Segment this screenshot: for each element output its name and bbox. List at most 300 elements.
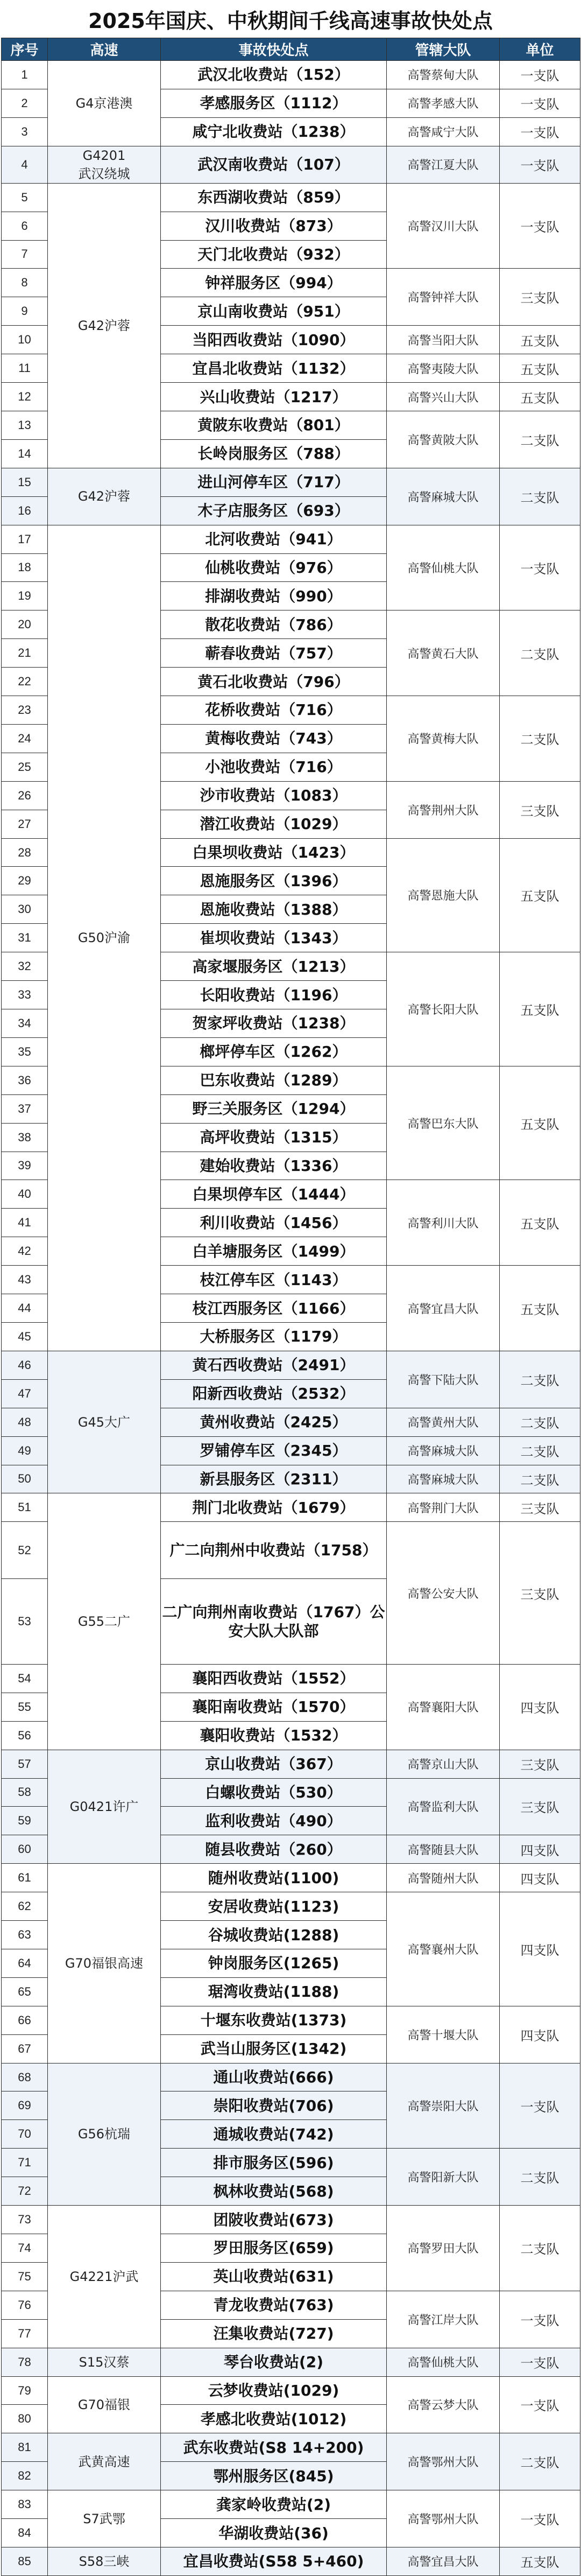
table-row [2,1750,580,1778]
cell-accident-point: 蕲春收费站（757） [161,639,387,668]
cell-seq: 72 [2,2177,48,2206]
cell-brigade: 高警黄陂大队 [387,411,500,468]
cell-seq: 51 [2,1493,48,1522]
cell-seq: 48 [2,1408,48,1436]
cell-brigade: 高警监利大队 [387,1778,500,1835]
cell-unit: 五支队 [500,838,580,952]
cell-brigade: 高警鄂州大队 [387,2433,500,2490]
cell-brigade: 高警当阳大队 [387,326,500,354]
cell-unit: 一支队 [500,2376,580,2433]
cell-accident-point: 崇阳收费站(706) [161,2091,387,2120]
cell-seq: 10 [2,326,48,354]
cell-seq: 12 [2,383,48,411]
cell-accident-point: 兴山收费站（1217） [161,383,387,411]
cell-accident-point: 罗铺停车区（2345） [161,1436,387,1465]
cell-highway [48,146,161,183]
highway-label: 武黄高速 [78,2454,130,2469]
cell-accident-point: 枫林收费站(568) [161,2177,387,2206]
cell-unit: 四支队 [500,1892,580,2006]
cell-brigade: 高警仙桃大队 [387,525,500,610]
header-seq: 序号 [2,38,48,61]
table-row [2,1493,580,1522]
cell-seq: 56 [2,1721,48,1750]
cell-seq: 66 [2,2006,48,2034]
cell-unit: 三支队 [500,1750,580,1778]
table-row [2,2063,580,2091]
cell-accident-point: 宜昌北收费站（1132） [161,354,387,383]
cell-accident-point: 二广向荆州南收费站（1767）公安大队大队部 [161,1579,387,1665]
cell-unit: 一支队 [500,2063,580,2149]
cell-unit: 二支队 [500,411,580,468]
cell-seq: 61 [2,1864,48,1892]
cell-seq: 70 [2,2120,48,2149]
cell-unit: 三支队 [500,1522,580,1665]
cell-accident-point: 钟祥服务区（994） [161,269,387,297]
cell-seq: 47 [2,1379,48,1408]
cell-accident-point: 白羊塘服务区（1499） [161,1237,387,1266]
cell-seq: 7 [2,240,48,269]
cell-accident-point: 天门北收费站（932） [161,240,387,269]
table-row [2,468,580,496]
cell-accident-point: 宜昌收费站(S58 5+460) [161,2547,387,2575]
cell-seq: 23 [2,696,48,725]
highway-label: G56杭瑞 [77,2126,131,2142]
cell-brigade: 高警襄州大队 [387,1892,500,2006]
cell-seq: 19 [2,582,48,610]
cell-accident-point: 黄石北收费站（796） [161,668,387,696]
cell-accident-point: 监利收费站（490） [161,1807,387,1835]
cell-accident-point: 花桥收费站（716） [161,696,387,725]
cell-unit: 三支队 [500,1493,580,1522]
cell-seq: 50 [2,1465,48,1493]
cell-unit: 一支队 [500,146,580,183]
table-row [2,2433,580,2462]
cell-unit: 四支队 [500,1835,580,1864]
cell-seq: 29 [2,867,48,895]
cell-accident-point: 进山河停车区（717） [161,468,387,496]
cell-accident-point: 京山南收费站（951） [161,297,387,326]
cell-seq: 68 [2,2063,48,2091]
cell-highway [48,2348,161,2376]
cell-seq: 58 [2,1778,48,1807]
cell-accident-point: 钟岗服务区(1265) [161,1949,387,1977]
cell-brigade: 高警孝感大队 [387,89,500,117]
cell-accident-point: 孝感北收费站(1012) [161,2405,387,2433]
cell-brigade: 高警黄州大队 [387,1408,500,1436]
highway-label: G4221沪武 [69,2269,139,2284]
cell-brigade: 高警咸宁大队 [387,117,500,146]
cell-highway [48,2490,161,2547]
cell-unit: 三支队 [500,269,580,326]
table-row [2,2376,580,2405]
table-row [2,2348,580,2376]
cell-accident-point: 荆门北收费站（1679） [161,1493,387,1522]
cell-accident-point: 鄂州服务区(845) [161,2462,387,2490]
cell-seq: 14 [2,439,48,468]
cell-seq: 78 [2,2348,48,2376]
cell-unit: 一支队 [500,61,580,89]
cell-seq: 49 [2,1436,48,1465]
cell-accident-point: 野三关服务区（1294） [161,1094,387,1123]
cell-seq: 17 [2,525,48,553]
cell-accident-point: 榔坪停车区（1262） [161,1037,387,1066]
cell-highway [48,2433,161,2490]
cell-seq: 16 [2,496,48,525]
cell-accident-point: 黄梅收费站（743） [161,724,387,753]
cell-accident-point: 琴台收费站(2) [161,2348,387,2376]
cell-unit: 三支队 [500,1778,580,1835]
cell-seq: 82 [2,2462,48,2490]
cell-seq: 30 [2,895,48,924]
cell-highway [48,525,161,1351]
cell-accident-point: 汉川收费站（873） [161,212,387,240]
cell-accident-point: 黄陂东收费站（801） [161,411,387,439]
cell-seq: 42 [2,1237,48,1266]
table-row [2,61,580,89]
cell-accident-point: 排市服务区(596) [161,2149,387,2177]
cell-accident-point: 团陂收费站(673) [161,2206,387,2234]
cell-accident-point: 高家堰服务区（1213） [161,952,387,981]
cell-seq: 85 [2,2547,48,2575]
cell-accident-point: 咸宁北收费站（1238） [161,117,387,146]
cell-seq: 63 [2,1921,48,1949]
cell-accident-point: 排湖收费站（990） [161,582,387,610]
cell-unit: 一支队 [500,183,580,269]
cell-accident-point: 英山收费站(631) [161,2262,387,2291]
cell-accident-point: 东西湖收费站（859） [161,183,387,212]
cell-seq: 15 [2,468,48,496]
cell-unit: 四支队 [500,1864,580,1892]
cell-accident-point: 利川收费站（1456） [161,1209,387,1237]
cell-accident-point: 白螺收费站（530） [161,1778,387,1807]
cell-seq: 43 [2,1266,48,1294]
cell-brigade: 高警随州大队 [387,1864,500,1892]
cell-accident-point: 汪集收费站(727) [161,2319,387,2348]
cell-unit: 五支队 [500,1180,580,1266]
cell-highway [48,2063,161,2206]
cell-accident-point: 孝感服务区（1112） [161,89,387,117]
cell-seq: 80 [2,2405,48,2433]
cell-seq: 13 [2,411,48,439]
highway-label: S15汉蔡 [79,2354,130,2370]
cell-accident-point: 襄阳西收费站（1552） [161,1664,387,1693]
cell-brigade: 高警长阳大队 [387,952,500,1066]
cell-seq: 35 [2,1037,48,1066]
cell-unit: 二支队 [500,1465,580,1493]
cell-accident-point: 罗田服务区(659) [161,2234,387,2263]
cell-seq: 3 [2,117,48,146]
cell-accident-point: 十堰东收费站(1373) [161,2006,387,2034]
cell-unit: 五支队 [500,326,580,354]
highway-label: 武汉绕城 [78,166,130,181]
cell-seq: 71 [2,2149,48,2177]
table-row [2,146,580,183]
cell-seq: 37 [2,1094,48,1123]
cell-unit: 一支队 [500,117,580,146]
cell-unit: 五支队 [500,383,580,411]
cell-seq: 52 [2,1522,48,1579]
cell-seq: 74 [2,2234,48,2263]
cell-seq: 44 [2,1294,48,1323]
cell-accident-point: 黄石西收费站（2491） [161,1351,387,1379]
highway-label: G4201 [82,148,126,163]
cell-seq: 31 [2,924,48,952]
cell-unit: 四支队 [500,2006,580,2063]
cell-brigade: 高警罗田大队 [387,2206,500,2291]
cell-unit: 三支队 [500,781,580,838]
cell-seq: 75 [2,2262,48,2291]
cell-brigade: 高警江岸大队 [387,2291,500,2348]
cell-unit: 一支队 [500,2348,580,2376]
cell-accident-point: 潜江收费站（1029） [161,810,387,838]
cell-accident-point: 长阳收费站（1196） [161,981,387,1009]
cell-unit: 一支队 [500,89,580,117]
cell-seq: 21 [2,639,48,668]
cell-seq: 81 [2,2433,48,2462]
cell-accident-point: 通山收费站(666) [161,2063,387,2091]
cell-unit: 一支队 [500,525,580,610]
cell-seq: 67 [2,2034,48,2063]
cell-brigade: 高警十堰大队 [387,2006,500,2063]
highway-label: S58三峡 [79,2553,130,2569]
cell-seq: 1 [2,61,48,89]
cell-accident-point: 谷城收费站(1288) [161,1921,387,1949]
cell-seq: 59 [2,1807,48,1835]
cell-seq: 77 [2,2319,48,2348]
cell-brigade: 高警蔡甸大队 [387,61,500,89]
cell-accident-point: 高坪收费站（1315） [161,1123,387,1152]
cell-seq: 41 [2,1209,48,1237]
cell-highway [48,1750,161,1864]
highway-label: S7武鄂 [83,2511,125,2526]
accident-points-table [1,38,580,2576]
cell-accident-point: 沙市收费站（1083） [161,781,387,810]
cell-seq: 60 [2,1835,48,1864]
cell-accident-point: 广二向荆州中收费站（1758） [161,1522,387,1579]
cell-seq: 33 [2,981,48,1009]
cell-unit: 二支队 [500,2149,580,2206]
cell-seq: 76 [2,2291,48,2319]
cell-seq: 55 [2,1693,48,1721]
cell-accident-point: 襄阳收费站（1532） [161,1721,387,1750]
cell-seq: 65 [2,1977,48,2006]
cell-seq: 6 [2,212,48,240]
cell-seq: 2 [2,89,48,117]
cell-highway [48,61,161,146]
cell-brigade: 高警兴山大队 [387,383,500,411]
cell-brigade: 高警江夏大队 [387,146,500,183]
cell-accident-point: 琚湾收费站(1188) [161,1977,387,2006]
cell-unit: 二支队 [500,1351,580,1408]
cell-accident-point: 通城收费站(742) [161,2120,387,2149]
highway-label: G70福银高速 [65,1955,144,1971]
cell-unit: 二支队 [500,2206,580,2291]
cell-highway [48,1864,161,2063]
cell-brigade: 高警崇阳大队 [387,2063,500,2149]
cell-unit: 二支队 [500,1436,580,1465]
cell-brigade: 高警仙桃大队 [387,2348,500,2376]
cell-brigade: 高警鄂州大队 [387,2490,500,2547]
cell-accident-point: 当阳西收费站（1090） [161,326,387,354]
cell-accident-point: 襄阳南收费站（1570） [161,1693,387,1721]
cell-seq: 32 [2,952,48,981]
cell-accident-point: 随州收费站(1100) [161,1864,387,1892]
cell-seq: 26 [2,781,48,810]
cell-seq: 45 [2,1322,48,1351]
cell-brigade: 高警黄梅大队 [387,696,500,782]
cell-accident-point: 恩施收费站（1388） [161,895,387,924]
page-title: 2025年国庆、中秋期间千线高速事故快处点 [88,9,493,33]
cell-brigade: 高警黄石大队 [387,610,500,696]
cell-accident-point: 黄州收费站（2425） [161,1408,387,1436]
cell-seq: 34 [2,1009,48,1038]
table-row [2,2206,580,2234]
cell-accident-point: 木子店服务区（693） [161,496,387,525]
cell-seq: 54 [2,1664,48,1693]
cell-brigade: 高警钟祥大队 [387,269,500,326]
cell-brigade: 高警随县大队 [387,1835,500,1864]
cell-unit: 五支队 [500,2547,580,2575]
cell-accident-point: 仙桃收费站（976） [161,553,387,582]
cell-brigade: 高警襄阳大队 [387,1664,500,1750]
cell-accident-point: 崔坝收费站（1343） [161,924,387,952]
cell-accident-point: 建始收费站（1336） [161,1152,387,1180]
highway-label: G50沪渝 [77,930,131,946]
cell-unit: 二支队 [500,610,580,696]
cell-accident-point: 华湖收费站(36) [161,2519,387,2547]
cell-brigade: 高警下陆大队 [387,1351,500,1408]
cell-accident-point: 白果坝停车区（1444） [161,1180,387,1209]
cell-brigade: 高警荆门大队 [387,1493,500,1522]
table-row [2,1864,580,1892]
cell-unit: 五支队 [500,952,580,1066]
cell-highway [48,2206,161,2348]
cell-accident-point: 散花收费站（786） [161,610,387,639]
cell-seq: 83 [2,2490,48,2519]
header-highway: 高速 [48,38,161,61]
cell-accident-point: 大桥服务区（1179） [161,1322,387,1351]
cell-seq: 62 [2,1892,48,1921]
cell-accident-point: 长岭岗服务区（788） [161,439,387,468]
cell-highway [48,2376,161,2433]
cell-highway [48,468,161,525]
header-unit: 单位 [500,38,580,61]
cell-seq: 5 [2,183,48,212]
highway-label: G55二广 [77,1614,131,1629]
table-row [2,2547,580,2575]
cell-accident-point: 巴东收费站（1289） [161,1066,387,1094]
cell-accident-point: 贺家坪收费站（1238） [161,1009,387,1038]
cell-accident-point: 龚家岭收费站(2) [161,2490,387,2519]
cell-accident-point: 阳新西收费站（2532） [161,1379,387,1408]
table-body [2,61,580,2576]
cell-unit: 五支队 [500,1266,580,1351]
header-point: 事故快处点 [161,38,387,61]
cell-brigade: 高警麻城大队 [387,1465,500,1493]
highway-label: G45大广 [77,1414,131,1430]
cell-seq: 4 [2,146,48,183]
cell-seq: 24 [2,724,48,753]
cell-seq: 69 [2,2091,48,2120]
cell-brigade: 高警巴东大队 [387,1066,500,1180]
cell-unit: 四支队 [500,1664,580,1750]
cell-unit: 二支队 [500,696,580,782]
cell-seq: 8 [2,269,48,297]
cell-brigade: 高警公安大队 [387,1522,500,1665]
cell-accident-point: 小池收费站（716） [161,753,387,781]
cell-accident-point: 安居收费站(1123) [161,1892,387,1921]
cell-seq: 11 [2,354,48,383]
cell-seq: 46 [2,1351,48,1379]
cell-seq: 22 [2,668,48,696]
table-row [2,183,580,212]
cell-accident-point: 青龙收费站(763) [161,2291,387,2319]
highway-label: G70福银 [77,2397,131,2412]
cell-unit: 五支队 [500,354,580,383]
highway-label: G42沪蓉 [77,318,131,333]
cell-unit: 二支队 [500,1408,580,1436]
cell-brigade: 高警汉川大队 [387,183,500,269]
cell-seq: 18 [2,553,48,582]
cell-brigade: 高警麻城大队 [387,1436,500,1465]
cell-seq: 28 [2,838,48,867]
cell-unit: 二支队 [500,2433,580,2490]
cell-seq: 40 [2,1180,48,1209]
cell-brigade: 高警夷陵大队 [387,354,500,383]
cell-seq: 57 [2,1750,48,1778]
cell-brigade: 高警麻城大队 [387,468,500,525]
cell-accident-point: 白果坝收费站（1423） [161,838,387,867]
cell-accident-point: 北河收费站（941） [161,525,387,553]
cell-unit: 二支队 [500,468,580,525]
cell-seq: 79 [2,2376,48,2405]
cell-accident-point: 云梦收费站(1029) [161,2376,387,2405]
cell-brigade: 高警阳新大队 [387,2149,500,2206]
cell-seq: 25 [2,753,48,781]
highway-label: G0421许广 [69,1799,139,1814]
cell-seq: 39 [2,1152,48,1180]
cell-brigade: 高警宜昌大队 [387,1266,500,1351]
cell-highway [48,1493,161,1750]
highway-label: G4京港澳 [75,95,133,111]
cell-seq: 36 [2,1066,48,1094]
table-header-row [2,38,580,61]
cell-highway [48,2547,161,2575]
cell-highway [48,183,161,468]
cell-brigade: 高警荆州大队 [387,781,500,838]
cell-seq: 20 [2,610,48,639]
table-row [2,1351,580,1379]
table-row [2,2490,580,2519]
cell-accident-point: 京山收费站（367） [161,1750,387,1778]
cell-brigade: 高警宜昌大队 [387,2547,500,2575]
cell-brigade: 高警利川大队 [387,1180,500,1266]
cell-seq: 84 [2,2519,48,2547]
cell-accident-point: 枝江西服务区（1166） [161,1294,387,1323]
cell-brigade: 高警云梦大队 [387,2376,500,2433]
cell-unit: 五支队 [500,1066,580,1180]
cell-accident-point: 恩施服务区（1396） [161,867,387,895]
cell-accident-point: 随县收费站（260） [161,1835,387,1864]
cell-accident-point: 武东收费站(S8 14+200) [161,2433,387,2462]
cell-brigade: 高警恩施大队 [387,838,500,952]
header-brigade: 管辖大队 [387,38,500,61]
cell-seq: 9 [2,297,48,326]
cell-accident-point: 武汉南收费站（107） [161,146,387,183]
cell-seq: 73 [2,2206,48,2234]
cell-accident-point: 新县服务区（2311） [161,1465,387,1493]
cell-accident-point: 武汉北收费站（152） [161,61,387,89]
